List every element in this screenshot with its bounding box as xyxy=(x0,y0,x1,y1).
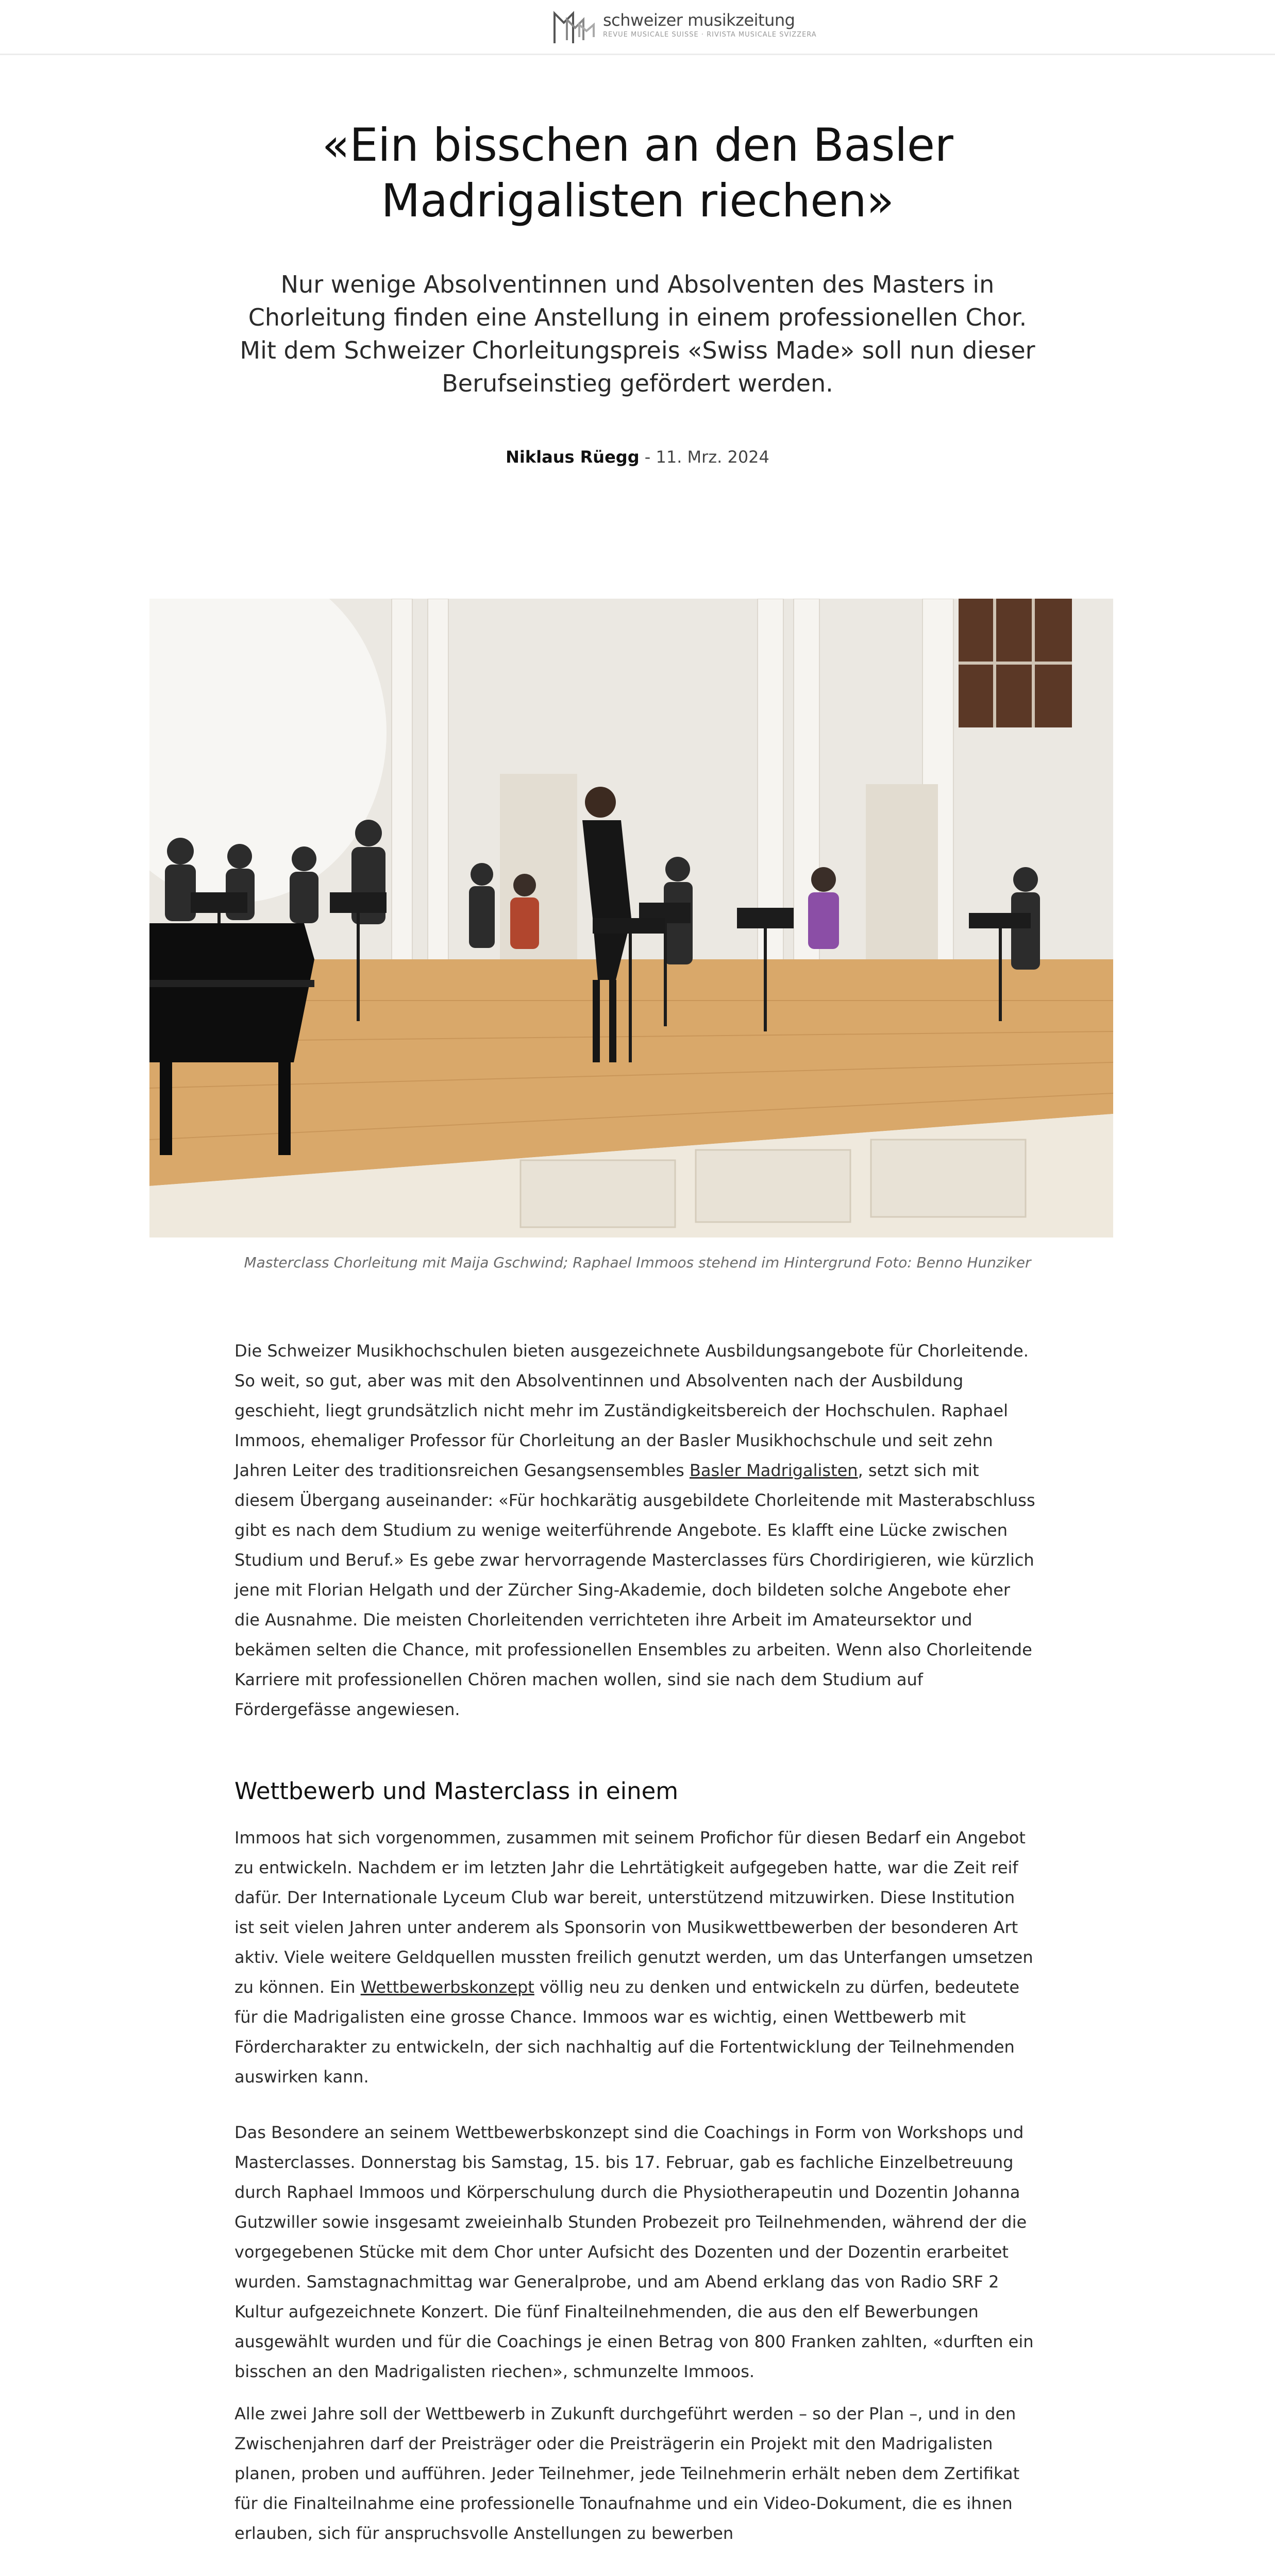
wettbewerbskonzept-link[interactable]: Wettbewerbskonzept xyxy=(360,1977,534,1997)
publish-date: - 11. Mrz. 2024 xyxy=(639,447,769,467)
paragraph-4: Alle zwei Jahre soll der Wettbewerb in Zukunft durchgeführt werden – so der Plan –, und in den Zwischenjahren darf der Preisträger oder die Preisträgerin ein Projekt mit den Madrigalisten planen, proben und aufführen. Jeder Teilnehmer, jede Teilnehmerin erhält neben dem Zertifikat für die Finalteilnahme eine professionelle Tonaufnahme und ein Video-Dokument, die es ihnen erlauben, sich für anspruchsvolle Anstellungen zu bewerben xyxy=(234,2404,1020,2543)
basler-madrigalisten-link[interactable]: Basler Madrigalisten xyxy=(689,1461,858,1480)
byline xyxy=(0,447,1275,467)
brand-name: schweizer musikzeitung xyxy=(603,10,795,30)
author-name[interactable]: Niklaus Rüegg xyxy=(506,447,640,467)
concert-hall-illustration xyxy=(149,599,1113,1238)
paragraph-1: Die Schweizer Musikhochschulen bieten ausgezeichnete Ausbildungsangebote für Chorleitende. So weit, so gut, aber was mit den Absolventinnen und Absolventen nach der Ausbildung geschieht, liegt grundsätzlich nicht mehr im Zuständigkeitsbereich der Hochschulen. Raphael Immoos, ehemaliger Professor für Chorleitung an der Basler Musikhochschule und seit zehn Jahren Leiter des traditionsreichen Gesangsensembles Basler Madrigalisten, setzt sich mit diesem Übergang auseinander: «Für hochkarätig ausgebildete Chorleitende mit Masterabschluss gibt es nach dem Studium zu wenige weiterführende Angebote. Es klafft eine Lücke zwischen Studium und Beruf.» Es gebe zwar hervorragende Masterclasses fürs Chordirigieren, wie kürzlich jene mit Florian Helgath und der Zürcher Sing-Akademie, doch bildeten solche Angebote eher die Ausnahme. Die meisten Chorleitenden verrichteten ihre Arbeit im Amateursektor und bekämen selten die Chance, mit professionellen Ensembles zu arbeiten. Wenn also Chorleitende Karriere mit professionellen Chören machen wollen, sind sie nach dem Studium auf Fördergefässe angewiesen. xyxy=(234,1341,1035,1719)
paragraph-2: Immoos hat sich vorgenommen, zusammen mit seinem Profichor für diesen Bedarf ein Angebot zu entwickeln. Nachdem er im letzten Jahr die Lehrtätigkeit aufgegeben hatte, war die Zeit reif dafür. Der Internationale Lyceum Club war bereit, unterstützend mitzuwirken. Diese Institution ist seit vielen Jahren unter anderem als Sponsorin von Musikwettbewerben der besonderen Art aktiv. Viele weitere Geldquellen mussten freilich genutzt werden, um das Unterfangen umsetzen zu können. Ein Wettbewerbskonzept völlig neu zu denken und entwickeln zu dürfen, bedeutete für die Madrigalisten eine grosse Chance. Immoos war es wichtig, einen Wettbewerb mit Fördercharakter zu entwickeln, der sich nachhaltig auf die Fortentwicklung der Teilnehmenden auswirken kann. xyxy=(234,1828,1033,2087)
site-header xyxy=(0,0,1275,55)
site-logo[interactable] xyxy=(551,6,817,46)
section-heading-1: Wettbewerb und Masterclass in einem xyxy=(234,1777,679,1805)
article-lead: Nur wenige Absolventinnen und Absolventen des Masters in Chorleitung finden eine Anstellung in einem professionellen Chor. Mit dem Schweizer Chorleitungspreis «Swiss Made» soll nun dieser Berufseinstieg gefördert werden. xyxy=(240,270,1035,397)
hero-photo xyxy=(149,599,1113,1238)
logo-mark-icon xyxy=(551,7,599,46)
photo-caption: Masterclass Chorleitung mit Maija Gschwind; Raphael Immoos stehend im Hintergrund Foto: Benno Hunziker xyxy=(244,1254,1031,1271)
article-title: «Ein bisschen an den Basler Madrigalisten riechen» xyxy=(322,118,953,227)
brand-tagline: REVUE MUSICALE SUISSE · RIVISTA MUSICALE SVIZZERA xyxy=(603,31,817,39)
paragraph-3: Das Besondere an seinem Wettbewerbskonzept sind die Coachings in Form von Workshops und Masterclasses. Donnerstag bis Samstag, 15. bis 17. Februar, gab es fachliche Einzelbetreuung durch Raphael Immoos und Körperschulung durch die Physiotherapeutin und Dozentin Johanna Gutzwiller sowie insgesamt zweieinhalb Stunden Probezeit pro Teilnehmenden, während der die vorgegebenen Stücke mit dem Chor unter Aufsicht des Dozenten und der Dozentin erarbeitet wurden. Samstagnachmittag war Generalprobe, und am Abend erklang das von Radio SRF 2 Kultur aufgezeichnete Konzert. Die fünf Finalteilnehmenden, die aus den elf Bewerbungen ausgewählt wurden und für die Coachings je einen Betrag von 800 Franken zahlten, «durften ein bisschen an den Madrigalisten riechen», schmunzelte Immoos. xyxy=(234,2123,1034,2381)
